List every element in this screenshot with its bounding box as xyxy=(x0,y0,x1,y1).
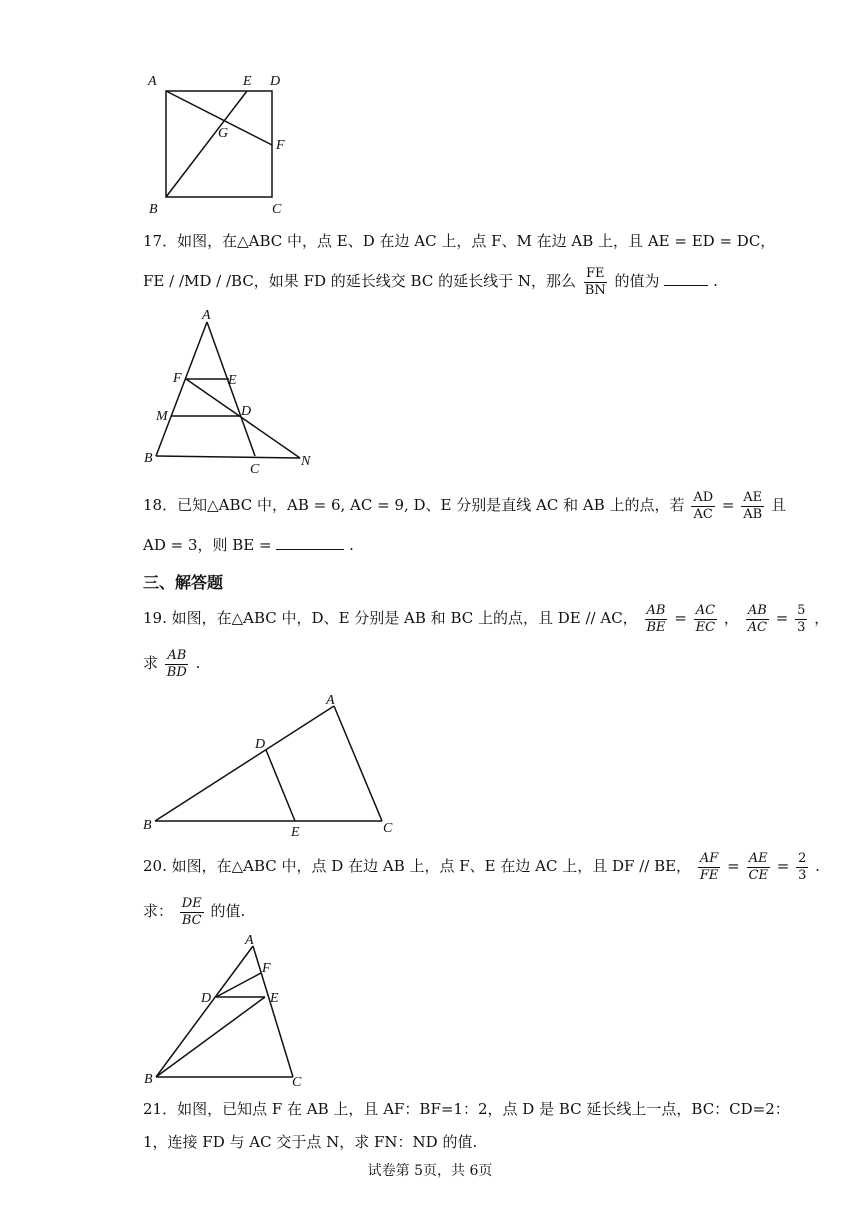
segment-be xyxy=(156,997,265,1077)
label-n: N xyxy=(301,454,311,469)
label-b: B xyxy=(144,1072,153,1087)
q18-line2-text: AD = 3，则 BE = xyxy=(143,536,272,554)
q18-f1-num: AD xyxy=(693,489,714,505)
q18-pre: 18．已知△ABC 中，AB = 6, AC = 9, D、E 分别是直线 AC 和 AB 上的点，若 xyxy=(143,496,685,514)
label-a: A xyxy=(326,693,335,708)
q17-end: . xyxy=(713,272,718,290)
label-a: A xyxy=(245,933,254,948)
q20-figure xyxy=(140,930,320,1090)
segment-bn xyxy=(156,456,300,458)
label-c: C xyxy=(292,1075,302,1090)
q17-fraction xyxy=(583,266,608,299)
q19-end: ， xyxy=(814,609,830,627)
label-g: G xyxy=(218,126,229,141)
q20-eq1: = xyxy=(727,857,740,875)
q19-line2-pre: 求 xyxy=(143,654,159,672)
q19-f5-den: BD xyxy=(166,664,187,680)
segment-ac xyxy=(334,706,382,821)
q19-pre: 19. 如图，在△ABC 中，D、E 分别是 AB 和 BC 上的点，且 DE // AC， xyxy=(143,609,638,627)
q18-answer-blank xyxy=(276,535,344,550)
q18-line2 xyxy=(143,535,354,555)
q18-f2-den: AB xyxy=(743,506,763,522)
q19-frac-ac-ec xyxy=(694,603,717,636)
q17-frac-den: BN xyxy=(584,282,606,298)
q20-line1 xyxy=(143,846,820,886)
q17-line2-pre: FE / /MD / /BC，如果 FD 的延长线交 BC 的延长线于 N，那么 xyxy=(143,272,576,290)
label-c: C xyxy=(272,202,282,217)
label-e: E xyxy=(270,991,279,1006)
q19-f4-num: 5 xyxy=(797,602,806,618)
q18-end: . xyxy=(349,536,354,554)
segment-ac xyxy=(253,946,293,1077)
q19-f2-den: EC xyxy=(695,619,716,635)
q17-answer-blank xyxy=(664,271,708,286)
q21-line1: 21．如图，已知点 F 在 AB 上，且 AF：BF=1：2，点 D 是 BC 延长线上一点，BC：CD=2： xyxy=(143,1100,790,1118)
q20-f2-num: AE xyxy=(748,850,768,866)
square-figure xyxy=(140,68,300,218)
q19-f2-num: AC xyxy=(695,602,716,618)
q18-frac-ae-ab xyxy=(741,490,764,523)
label-f: F xyxy=(173,371,182,386)
q18-f1-den: AC xyxy=(693,506,713,522)
q19-f3-num: AB xyxy=(747,602,767,618)
q19-line2-end: . xyxy=(195,654,201,672)
label-f: F xyxy=(262,961,271,976)
q19-comma: ， xyxy=(723,609,739,627)
q19-f5-num: AB xyxy=(167,647,187,663)
q17-line2-post: 的值为 xyxy=(614,272,660,290)
q20-f1-num: AF xyxy=(699,850,719,866)
q17-figure xyxy=(140,305,330,480)
q20-line2-post: 的值. xyxy=(210,902,246,920)
segment-ac xyxy=(207,322,255,456)
q19-f3-den: AC xyxy=(747,619,768,635)
q20-line2 xyxy=(143,891,245,931)
label-d: D xyxy=(241,404,252,419)
q17-line2 xyxy=(143,262,718,300)
label-d: D xyxy=(201,991,212,1006)
q20-frac-2-3 xyxy=(796,851,808,884)
label-f: F xyxy=(276,138,285,153)
label-d: D xyxy=(270,74,281,89)
q20-f3-den: 3 xyxy=(798,867,807,883)
q17-line1: 17．如图，在△ABC 中，点 E、D 在边 AC 上，点 F、M 在边 AB 上，且 AE = ED = DC， xyxy=(143,232,776,250)
section-title: 三、解答题 xyxy=(143,573,224,592)
label-d: D xyxy=(255,737,266,752)
label-b: B xyxy=(149,202,158,217)
q20-f2-den: CE xyxy=(748,867,768,883)
q19-frac-ab-ac xyxy=(746,603,769,636)
label-a: A xyxy=(148,74,157,89)
q17-frac-num: FE xyxy=(585,265,605,281)
q20-frac-de-bc xyxy=(180,896,204,929)
segment-df xyxy=(216,973,261,997)
q18-line1 xyxy=(143,486,786,524)
q20-pre: 20. 如图，在△ABC 中，点 D 在边 AB 上，点 F、E 在边 AC 上，且 DF // BE， xyxy=(143,857,692,875)
q20-f3-num: 2 xyxy=(798,850,807,866)
q18-f2-num: AE xyxy=(743,489,763,505)
q20-end: . xyxy=(815,857,820,875)
label-c: C xyxy=(383,821,393,836)
q19-line1 xyxy=(143,598,829,638)
label-b: B xyxy=(143,818,152,833)
q19-eq1: = xyxy=(674,609,687,627)
segment-ba xyxy=(155,706,334,821)
label-c: C xyxy=(250,462,260,477)
q19-f1-num: AB xyxy=(646,602,666,618)
q19-f1-den: BE xyxy=(646,619,666,635)
q18-eq: = xyxy=(721,496,735,514)
q19-frac-ab-be xyxy=(644,603,667,636)
q20-line2-pre: 求： xyxy=(143,902,174,920)
page-footer: 试卷第 5页，共 6页 xyxy=(367,1163,493,1179)
q19-line2 xyxy=(143,643,200,683)
segment-de xyxy=(266,750,295,821)
q20-eq2: = xyxy=(776,857,790,875)
label-m: M xyxy=(156,409,168,424)
label-e: E xyxy=(228,373,237,388)
segment-ab xyxy=(156,946,253,1077)
q18-frac-ad-ac xyxy=(691,490,715,523)
label-b: B xyxy=(144,451,153,466)
q21-line2: 1，连接 FD 与 AC 交于点 N，求 FN：ND 的值. xyxy=(143,1133,478,1151)
square-abcd xyxy=(166,91,272,197)
q20-frac-af-fe xyxy=(698,851,721,884)
q20-f4-num: DE xyxy=(181,895,202,911)
q19-frac-5-3 xyxy=(795,603,807,636)
label-e: E xyxy=(243,74,252,89)
q19-eq2: = xyxy=(775,609,789,627)
q20-frac-ae-ce xyxy=(747,851,770,884)
q19-figure xyxy=(140,688,410,840)
q19-f4-den: 3 xyxy=(797,619,806,635)
segment-be xyxy=(166,91,247,197)
q20-f1-den: FE xyxy=(699,867,719,883)
q20-f4-den: BC xyxy=(181,912,202,928)
q18-post: 且 xyxy=(771,496,787,514)
q19-frac-ab-bd xyxy=(165,648,189,681)
label-e: E xyxy=(291,825,300,840)
label-a: A xyxy=(202,308,211,323)
